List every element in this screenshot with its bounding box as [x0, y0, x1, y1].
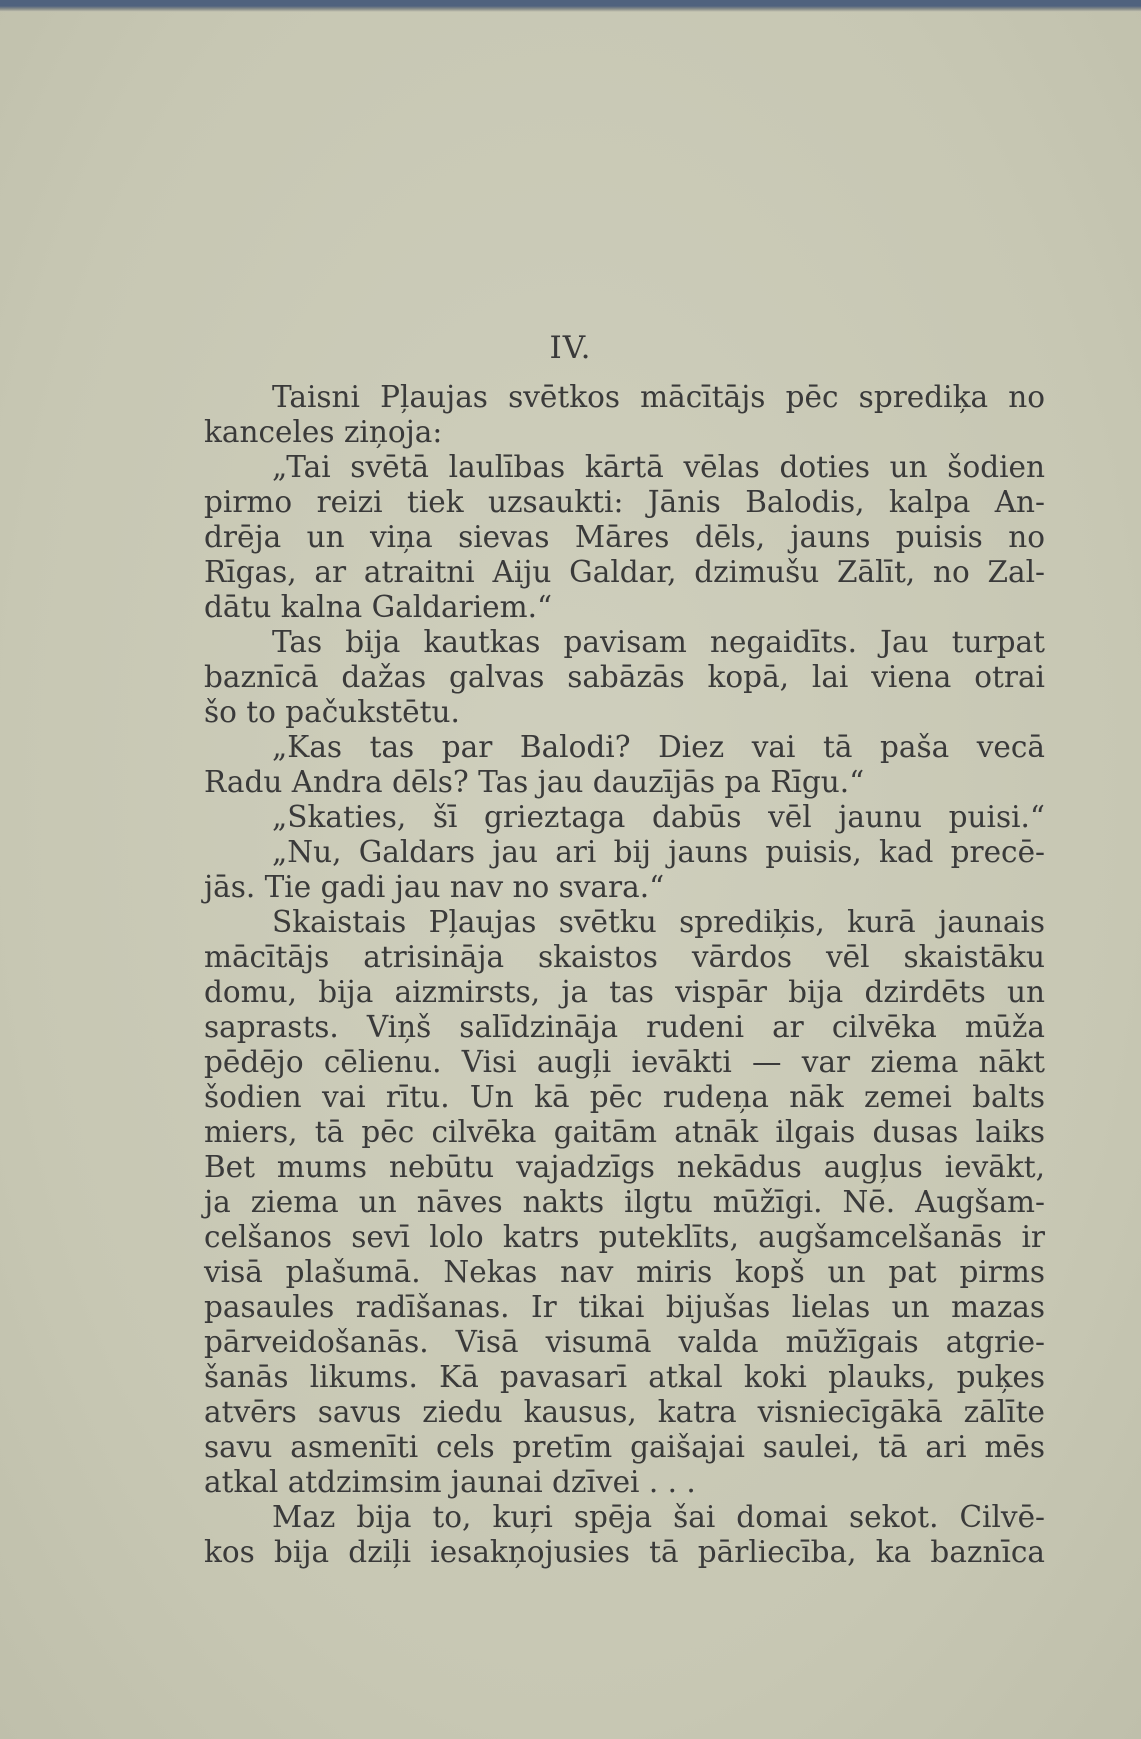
text-line: Radu Andra dēls? Tas jau dauzījās pa Rīgu.“: [204, 765, 865, 799]
text-line: Rīgas, ar atraitni Aiju Galdar, dzimušu Zālīt, no Zal-: [204, 555, 1045, 589]
text-line: šodien vai rītu. Un kā pēc rudeņa nāk zemei balts: [204, 1080, 1045, 1114]
body-text: [204, 380, 1045, 1570]
text-line: Bet mums nebūtu vajadzīgs nekādus augļus ievākt,: [204, 1150, 1045, 1184]
text-line: atvērs savus ziedu kausus, katra visniecīgākā zālīte: [204, 1395, 1045, 1429]
text-line: miers, tā pēc cilvēka gaitām atnāk ilgais dusas laiks: [204, 1115, 1045, 1149]
text-line: Maz bija to, kuŗi spēja šai domai sekot. Cilvē-: [272, 1500, 1045, 1534]
text-line: jās. Tie gadi jau nav no svara.“: [204, 870, 665, 904]
text-line: pārveidošanās. Visā visumā valda mūžīgais atgrie-: [204, 1325, 1045, 1359]
text-line: „Kas tas par Balodi? Diez vai tā paša vecā: [272, 730, 1045, 764]
text-line: šo to pačukstētu.: [204, 695, 460, 729]
text-line: pēdējo cēlienu. Visi augļi ievākti — var ziema nākt: [204, 1045, 1045, 1079]
text-line: savu asmenīti cels pretīm gaišajai saulei, tā ari mēs: [204, 1430, 1045, 1464]
text-line: dātu kalna Galdariem.“: [204, 590, 553, 624]
top-edge-band: [0, 0, 1141, 12]
text-line: domu, bija aizmirsts, ja tas vispār bija dzirdēts un: [204, 975, 1045, 1009]
text-line: pirmo reizi tiek uzsaukti: Jānis Balodis, kalpa An-: [204, 485, 1045, 519]
text-line: šanās likums. Kā pavasarī atkal koki plauks, puķes: [204, 1360, 1045, 1394]
text-line: Skaistais Pļaujas svētku sprediķis, kurā jaunais: [272, 905, 1045, 939]
text-line: „Skaties, šī grieztaga dabūs vēl jaunu puisi.“: [272, 800, 1045, 834]
text-line: ja ziema un nāves nakts ilgtu mūžīgi. Nē. Augšam-: [204, 1185, 1045, 1219]
text-line: mācītājs atrisināja skaistos vārdos vēl skaistāku: [204, 940, 1045, 974]
text-line: atkal atdzimsim jaunai dzīvei . . .: [204, 1465, 696, 1499]
text-line: celšanos sevī lolo katrs puteklīts, augšamcelšanās ir: [204, 1220, 1045, 1254]
chapter-heading: IV.: [549, 330, 592, 366]
text-line: „Nu, Galdars jau ari bij jauns puisis, kad precē-: [272, 835, 1045, 869]
text-line: kanceles ziņoja:: [204, 415, 443, 449]
text-line: baznīcā dažas galvas sabāzās kopā, lai viena otrai: [204, 660, 1045, 694]
text-line: pasaules radīšanas. Ir tikai bijušas lielas un mazas: [204, 1290, 1045, 1324]
text-line: kos bija dziļi iesakņojusies tā pārliecība, ka baznīca: [204, 1535, 1045, 1569]
text-line: saprasts. Viņš salīdzināja rudeni ar cilvēka mūža: [204, 1010, 1045, 1044]
text-line: „Tai svētā laulības kārtā vēlas doties un šodien: [272, 450, 1045, 484]
text-line: drēja un viņa sievas Māres dēls, jauns puisis no: [204, 520, 1045, 554]
text-line: visā plašumā. Nekas nav miris kopš un pat pirms: [204, 1255, 1045, 1289]
text-line: Tas bija kautkas pavisam negaidīts. Jau turpat: [272, 625, 1045, 659]
text-line: Taisni Pļaujas svētkos mācītājs pēc sprediķa no: [272, 380, 1045, 414]
